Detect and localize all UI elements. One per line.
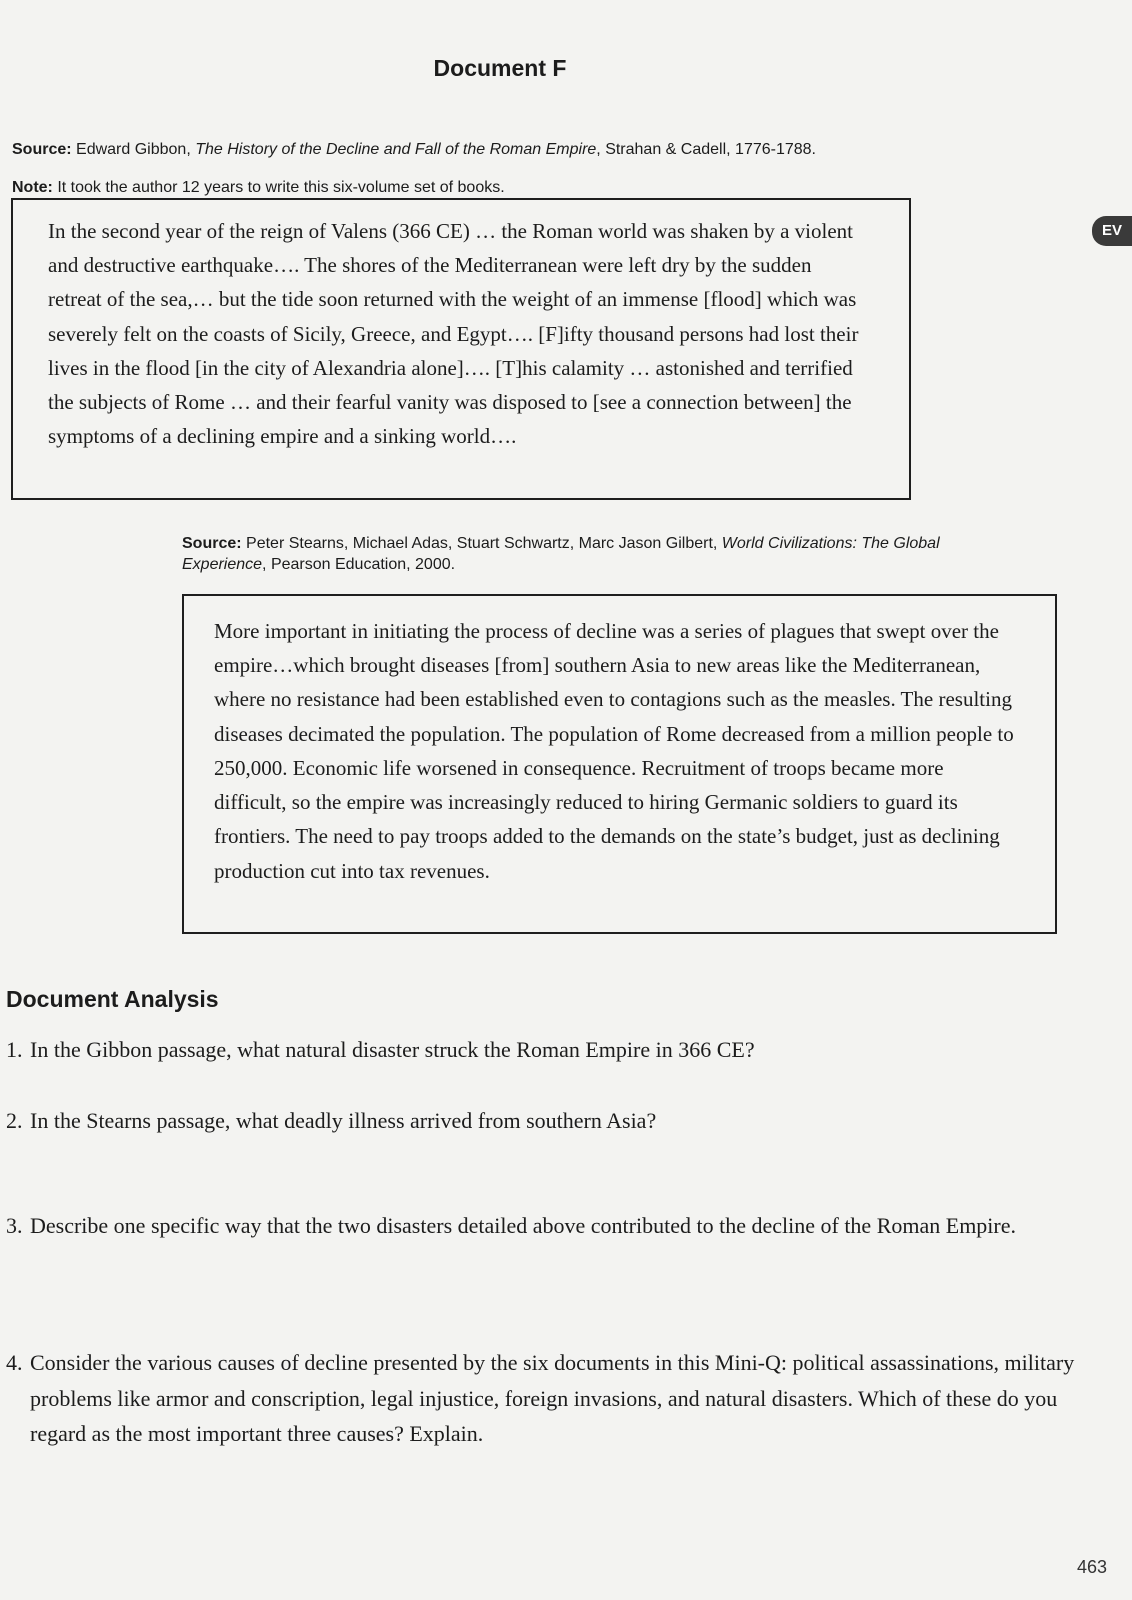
doc1-source-publisher: , Strahan & Cadell, 1776-1788.	[596, 141, 816, 158]
question-1	[6, 1032, 1096, 1068]
stearns-quote: More important in initiating the process of decline was a series of plagues that swept over the empire…which brought diseases [from] southern Asia to new areas like the Mediterranean, where no resistance had been established even to contagions such as the measles. The resulting diseases decimated the population. The population of Rome decreased from a million people to 250,000. Economic life worsened in consequence. Recruitment of troops became more difficult, so the empire was increasingly reduced to hiring Germanic soldiers to guard its frontiers. The need to pay troops added to the demands on the state’s budget, just as declining production cut into tax revenues.	[214, 619, 1014, 883]
doc1-source-author: Edward Gibbon,	[76, 141, 196, 158]
stearns-quote-box	[182, 594, 1057, 934]
question-4	[6, 1345, 1096, 1452]
analysis-heading: Document Analysis	[6, 986, 219, 1012]
question-text: In the Stearns passage, what deadly illness arrived from southern Asia?	[30, 1108, 657, 1133]
question-text: Consider the various causes of decline presented by the six documents in this Mini-Q: political assassinations, military problems like armor and conscription, legal injustice, foreign invasions, and natural disasters. Which of these do you regard as the most important three causes? Explain.	[30, 1350, 1075, 1447]
doc2-source-title: World Civilizations: The Global Experience	[182, 535, 940, 573]
doc1-source-label: Source:	[12, 141, 72, 158]
doc1-source	[12, 140, 952, 161]
doc1-source-title: The History of the Decline and Fall of the Roman Empire	[195, 141, 597, 158]
doc2-source-authors: Peter Stearns, Michael Adas, Stuart Schwartz, Marc Jason Gilbert,	[246, 535, 722, 552]
doc1-note	[12, 178, 912, 199]
question-3	[6, 1208, 1086, 1244]
doc1-note-label: Note:	[12, 179, 53, 196]
gibbon-quote: In the second year of the reign of Valens (366 CE) … the Roman world was shaken by a violent and destructive earthquake…. The shores of the Mediterranean were left dry by the sudden retreat of the sea,… but the tide soon returned with the weight of an immense [flood] which was severely felt on the coasts of Sicily, Greece, and Egypt…. [F]ifty thousand persons had lost their lives in the flood [in the city of Alexandria alone]…. [T]his calamity … astonished and terrified the subjects of Rome … and their fearful vanity was disposed to [see a connection between] the symptoms of a declining empire and a sinking world….	[48, 219, 859, 449]
doc2-source-label: Source:	[182, 535, 242, 552]
doc2-source-publisher: , Pearson Education, 2000.	[262, 555, 456, 573]
question-text: Describe one specific way that the two disasters detailed above contributed to the decline of the Roman Empire.	[30, 1213, 1017, 1238]
doc1-note-text: It took the author 12 years to write this six-volume set of books.	[57, 179, 505, 196]
question-number: 1.	[6, 1037, 23, 1062]
document-title: Document F	[433, 55, 567, 81]
question-number: 3.	[6, 1213, 23, 1238]
doc2-source	[182, 534, 1002, 576]
question-number: 4.	[6, 1350, 23, 1375]
question-number: 2.	[6, 1108, 23, 1133]
page-number: 463	[1076, 1557, 1107, 1577]
gibbon-quote-box	[11, 198, 911, 500]
question-2	[6, 1103, 1096, 1139]
question-text: In the Gibbon passage, what natural disaster struck the Roman Empire in 366 CE?	[30, 1037, 755, 1062]
section-tab: EV	[1092, 216, 1132, 246]
